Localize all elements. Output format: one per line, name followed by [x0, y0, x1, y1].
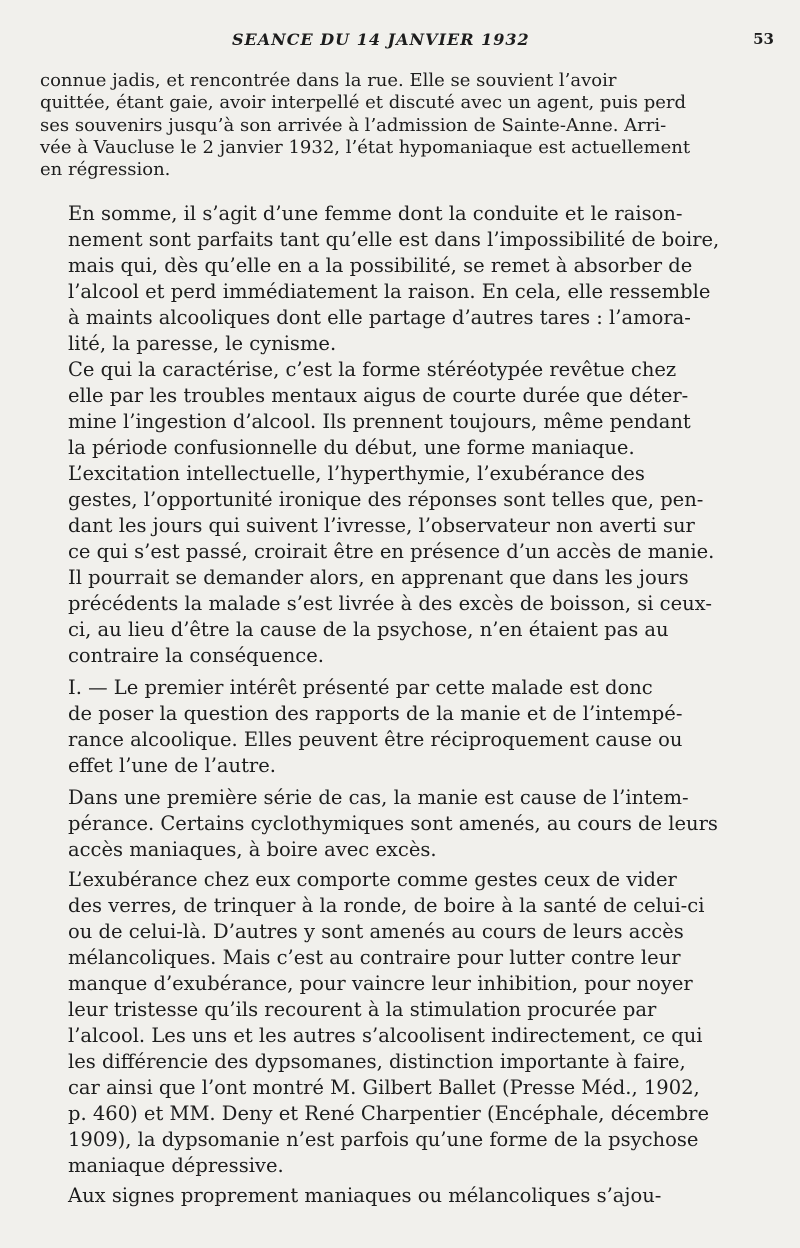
text-line: la période confusionnelle du début, une forme maniaque. — [68, 436, 635, 460]
text-line: mélancoliques. Mais c’est au contraire pour lutter contre leur — [68, 946, 681, 970]
text-line: leur tristesse qu’ils recourent à la stimulation procurée par — [68, 998, 657, 1022]
text-line: 1909), la dypsomanie n’est parfois qu’une forme de la psychose — [68, 1128, 699, 1152]
paragraph — [40, 70, 722, 181]
text-line: les différencie des dypsomanes, distinction importante à faire, — [68, 1050, 686, 1074]
paragraph — [40, 357, 722, 461]
text-line: à maints alcooliques dont elle partage d’autres tares : l’amora- — [68, 306, 691, 330]
paragraph — [40, 461, 722, 669]
text-line: p. 460) et MM. Deny et René Charpentier (Encéphale, décembre — [68, 1102, 710, 1126]
text-line: L’exubérance chez eux comporte comme gestes ceux de vider — [68, 868, 677, 892]
text-line: manque d’exubérance, pour vaincre leur inhibition, pour noyer — [68, 972, 693, 996]
paragraph — [40, 1183, 722, 1209]
text-line: des verres, de trinquer à la ronde, de boire à la santé de celui-ci — [68, 894, 705, 918]
text-line: rance alcoolique. Elles peuvent être réciproquement cause ou — [68, 728, 683, 752]
running-title: SEANCE DU 14 JANVIER 1932 — [232, 30, 530, 49]
text-line: effet l’une de l’autre. — [68, 754, 276, 778]
text-line: L’excitation intellectuelle, l’hyperthymie, l’exubérance des — [68, 462, 645, 486]
text-line: En somme, il s’agit d’une femme dont la conduite et le raison- — [68, 202, 683, 226]
text-line: connue jadis, et rencontrée dans la rue. Elle se souvient l’avoir — [40, 70, 617, 91]
page-number: 53 — [753, 30, 774, 48]
text-line: nement sont parfaits tant qu’elle est dans l’impossibilité de boire, — [68, 228, 720, 252]
text-line: Dans une première série de cas, la manie est cause de l’intem- — [68, 786, 689, 810]
text-line: I. — Le premier intérêt présenté par cette malade est donc — [68, 676, 653, 700]
text-line: vée à Vaucluse le 2 janvier 1932, l’état hypomaniaque est actuellement — [40, 136, 691, 158]
text-line: en régression. — [40, 159, 171, 181]
paragraph — [40, 867, 722, 1179]
paragraph — [40, 201, 722, 357]
text-line: ce qui s’est passé, croirait être en présence d’un accès de manie. — [68, 540, 715, 564]
body-text — [40, 70, 722, 1209]
paragraph — [40, 675, 722, 779]
text-line: gestes, l’opportunité ironique des réponses sont telles que, pen- — [68, 488, 704, 512]
text-line: l’alcool. Les uns et les autres s’alcoolisent indirectement, ce qui — [68, 1024, 703, 1048]
text-line: dant les jours qui suivent l’ivresse, l’observateur non averti sur — [68, 514, 695, 538]
text-line: l’alcool et perd immédiatement la raison. En cela, elle ressemble — [68, 280, 711, 304]
text-line: elle par les troubles mentaux aigus de courte durée que déter- — [68, 384, 689, 408]
text-line: précédents la malade s’est livrée à des excès de boisson, si ceux- — [68, 592, 712, 616]
text-line: pérance. Certains cyclothymiques sont amenés, au cours de leurs — [68, 812, 718, 836]
text-line: Aux signes proprement maniaques ou mélancoliques s’ajou- — [68, 1184, 662, 1208]
text-line: Ce qui la caractérise, c’est la forme stéréotypée revêtue chez — [68, 358, 677, 382]
text-line: contraire la conséquence. — [68, 644, 324, 668]
text-line: Il pourrait se demander alors, en apprenant que dans les jours — [68, 566, 689, 590]
text-line: quittée, étant gaie, avoir interpellé et discuté avec un agent, puis perd — [40, 92, 687, 114]
text-line: lité, la paresse, le cynisme. — [68, 332, 337, 356]
text-line: mais qui, dès qu’elle en a la possibilité, se remet à absorber de — [68, 254, 693, 278]
text-line: ci, au lieu d’être la cause de la psychose, n’en étaient pas au — [68, 618, 669, 642]
text-line: mine l’ingestion d’alcool. Ils prennent toujours, même pendant — [68, 410, 691, 434]
text-line: ses souvenirs jusqu’à son arrivée à l’admission de Sainte-Anne. Arri- — [40, 114, 667, 136]
text-line: car ainsi que l’ont montré M. Gilbert Ballet (Presse Méd., 1902, — [68, 1076, 700, 1100]
text-line: maniaque dépressive. — [68, 1154, 284, 1178]
text-line: ou de celui-là. D’autres y sont amenés au cours de leurs accès — [68, 920, 684, 944]
paragraph — [40, 785, 722, 863]
text-line: accès maniaques, à boire avec excès. — [68, 838, 437, 862]
page-header — [40, 30, 774, 54]
text-line: de poser la question des rapports de la manie et de l’intempé- — [68, 702, 683, 726]
